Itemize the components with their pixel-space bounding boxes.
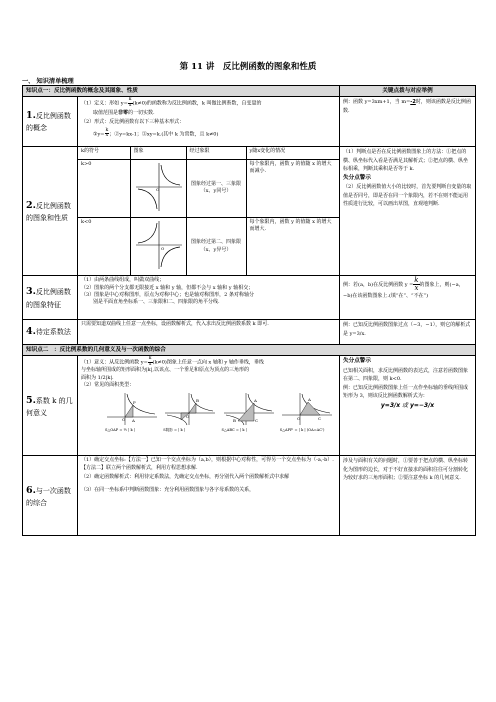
kp1-example: 例：函数 y=3xm+1，当 m=-2时，则该函数是反比例函数. <box>340 97 476 147</box>
lesson-title: 第 11 讲 反比例函数的图象和性质 <box>179 62 317 72</box>
topic-2: 2.反比例函数的图象和性质 <box>23 147 78 276</box>
col-k-sign: k的符号 <box>78 147 130 159</box>
svg-text:A: A <box>253 398 257 404</box>
kp6-content <box>78 456 340 536</box>
kp2-warn-title: 失分点警示 <box>343 174 371 181</box>
kp2-notes <box>340 147 476 276</box>
kp6-line1: （1）确定交点坐标:【方法一】已知一个交点坐标为（a,b），则根据中心对称性，可得另一个交点坐标为（-a,-b）.【方法二】联立两个函数解析式，利用方程思想求解. <box>81 457 334 471</box>
kp3-line3: （3）图象是中心对称图形，原点为对称中心；也是轴对称图形，2 条对称轴分 <box>81 291 254 298</box>
kp5-warn-title: 失分点警示 <box>343 358 371 365</box>
svg-text:A: A <box>307 397 311 403</box>
row1-quadrant: 图象经过第一、三象限（x、y同号） <box>186 159 246 217</box>
topic-6: 6.与一次函数的综合 <box>23 456 78 536</box>
kp3-line4: 别是平面直角坐标系一、三象限和二、四象限的角平分线. <box>93 299 220 306</box>
col-trend: y随x变化的情况 <box>246 147 339 159</box>
kp1-header: 知识点一：反比例函数的概念及其图象、性质 <box>23 86 340 97</box>
kp2-note2: （2）反比例函数值大小的比较时，首先要判断自变量的取值是否同号，即是否在同一个象限内，若不在则不能运用性质进行比较，可以画出草图，直观地判断. <box>343 184 472 208</box>
area-caption-3: S△ABC = | k | <box>221 428 247 433</box>
row2-sign: k<0 <box>78 217 130 275</box>
kp5-notes <box>340 356 476 456</box>
triangle-app-graph <box>280 391 334 427</box>
kp5-line3: 面积为 1/2|k|. <box>81 374 114 381</box>
triangle-area-graph <box>105 391 159 427</box>
area-figure-4 <box>280 391 336 433</box>
shaded-area-graph <box>163 391 217 427</box>
kp2-content <box>78 147 340 276</box>
kp5-content <box>78 356 340 456</box>
kp5-line2: 与坐标轴所围成的矩形面积为|k|,以该点、一个垂足和原点为顶点的三角形的 <box>81 367 249 374</box>
hyperbola-k-positive-graph <box>134 161 184 213</box>
area-figure-3 <box>222 391 278 433</box>
kp3-line2: （2）图象的两个分支都无限接近 x 轴和 y 轴，但都不会与 x 轴和 y 轴相交； <box>81 284 254 291</box>
kp5-line4: （2）常见的面积类型： <box>81 381 135 388</box>
topic-4: 4.待定系数法 <box>23 320 78 345</box>
col-graph: 图象 <box>130 147 186 159</box>
kp-examples-header: 关键点拨与对应举例 <box>340 86 476 97</box>
kp1-line3: （2）形式：反比例函数有以下三种基本形式： <box>81 119 185 126</box>
svg-text:O: O <box>296 416 301 422</box>
kp6-line3: （3）在同一坐标系中判断函数图象：充分利用函数图象与各字母系数的关系， <box>81 487 255 494</box>
col-quadrant: 经过象限 <box>186 147 246 159</box>
kp6-note: 涉及与面积有关的问题时，①要善于把点的横、纵坐标转化为图形的边长，对于不好直接求的面积往往可分割转化为较好求的三角形面积；②要注意坐标 k 的几何意义. <box>340 456 476 536</box>
kp1-line4: ①y= $\frac{k}{x}$ ；②y=kx-1；③xy=k.(其中 k 为常数，且 k≠0) <box>93 127 219 139</box>
kp1-line1: （1）定义：形如 y= $\frac{k}{x}$ (k≠0)的函数称为反比例函数，k 叫做比例系数，自变量的 <box>81 97 262 108</box>
kp1-line2: 取值范围是非零的一切实数. <box>93 110 155 117</box>
svg-text:O: O <box>186 414 190 420</box>
svg-text:C: C <box>254 418 258 424</box>
row1-sign: k>0 <box>78 159 130 217</box>
svg-text:B: B <box>232 418 236 424</box>
svg-text:A: A <box>132 418 135 424</box>
svg-text:O: O <box>122 417 126 423</box>
kp3-content <box>78 276 340 320</box>
row1-graph <box>130 159 186 217</box>
kp6-line2: （2）确定函数解析式：利用待定系数法，先确定交点坐标，再分别代入两个函数解析式中求解 <box>81 473 290 480</box>
kp5-example: 例：已知反比例函数图象上任一点作坐标轴的垂线所围成矩形为 3，则该反比例函数解析式为： <box>343 384 469 400</box>
svg-text:O: O <box>160 245 164 251</box>
topic-3: 3.反比例函数的图象特征 <box>23 276 78 320</box>
svg-text:P: P <box>133 400 136 406</box>
kp1-content <box>78 97 340 147</box>
kp4-example: 例：已知反比例函数图象过点（−3，−1），则它的解析式是 y=3/x. <box>340 320 476 345</box>
kp3-line1: （1）由两条曲线组成，叫做双曲线； <box>81 277 165 284</box>
topic-1: 1.反比例函数的概念 <box>23 97 78 147</box>
kp2-note1: （1）判断点是否在反比例函数图象上的方法：①把点的横、纵坐标代入看是否满足其解析式；②把点的横、纵坐标相乘，判断其乘积是否等于 k. <box>343 149 469 173</box>
svg-text:C: C <box>317 416 321 422</box>
triangle-abc-graph <box>222 391 276 427</box>
kp2-inner-table <box>78 147 339 275</box>
area-caption-4: S△APP' = | k | (OA=AC') <box>279 428 325 433</box>
svg-text:O: O <box>155 186 159 192</box>
row2-quadrant: 图象经过第二、四象限（x、y异号） <box>186 217 246 275</box>
row1-trend: 每个象限内，函数 y 的值随 x 的增大而减小. <box>246 159 339 217</box>
hyperbola-k-negative-graph <box>134 219 184 271</box>
kp5-note: 已知相关面积，求反比例函数的表达式，注意若函数图象在第二、四象限，则 k<0. <box>343 367 469 383</box>
kp5-line1: （1）意义：从反比例函数 y= $\frac{k}{x}$ (k≠0)图象上任意一点向 x 轴和 y 轴作垂线，垂线 <box>81 356 264 367</box>
area-figure-1 <box>105 391 161 433</box>
kp5-answer: y=3/x 或 y=−3/x <box>380 401 435 409</box>
svg-text:B: B <box>196 398 200 404</box>
knowledge-table <box>22 85 476 536</box>
area-caption-2: S阴影 = | k | <box>163 428 186 433</box>
area-caption-1: S△OAP = ½ | k | <box>105 428 135 433</box>
section-heading: 一、 知识清单梳理 <box>22 78 74 85</box>
row2-trend: 每个象限内，函数 y 的值随 x 的增大而增大. <box>246 217 339 275</box>
kp3-example: 例：若(a，b)在反比例函数 y = $\frac{k}{x}$ 的图象上，则(−a，−b)在该函数图象上.(填“在”、“不在”) <box>340 276 476 320</box>
kp4-content: 只需要知道双曲线上任意一点坐标，设函数解析式，代入求出反比例函数系数 k 即可. <box>78 320 340 345</box>
area-type-figures <box>105 391 336 433</box>
kp5-header: 知识点二 ：反比例系数的几何意义及与一次函数的综合 <box>23 345 476 356</box>
row2-graph <box>130 217 186 275</box>
topic-5: 5.系数 k 的几何意义 <box>23 356 78 456</box>
area-figure-2 <box>163 391 219 433</box>
